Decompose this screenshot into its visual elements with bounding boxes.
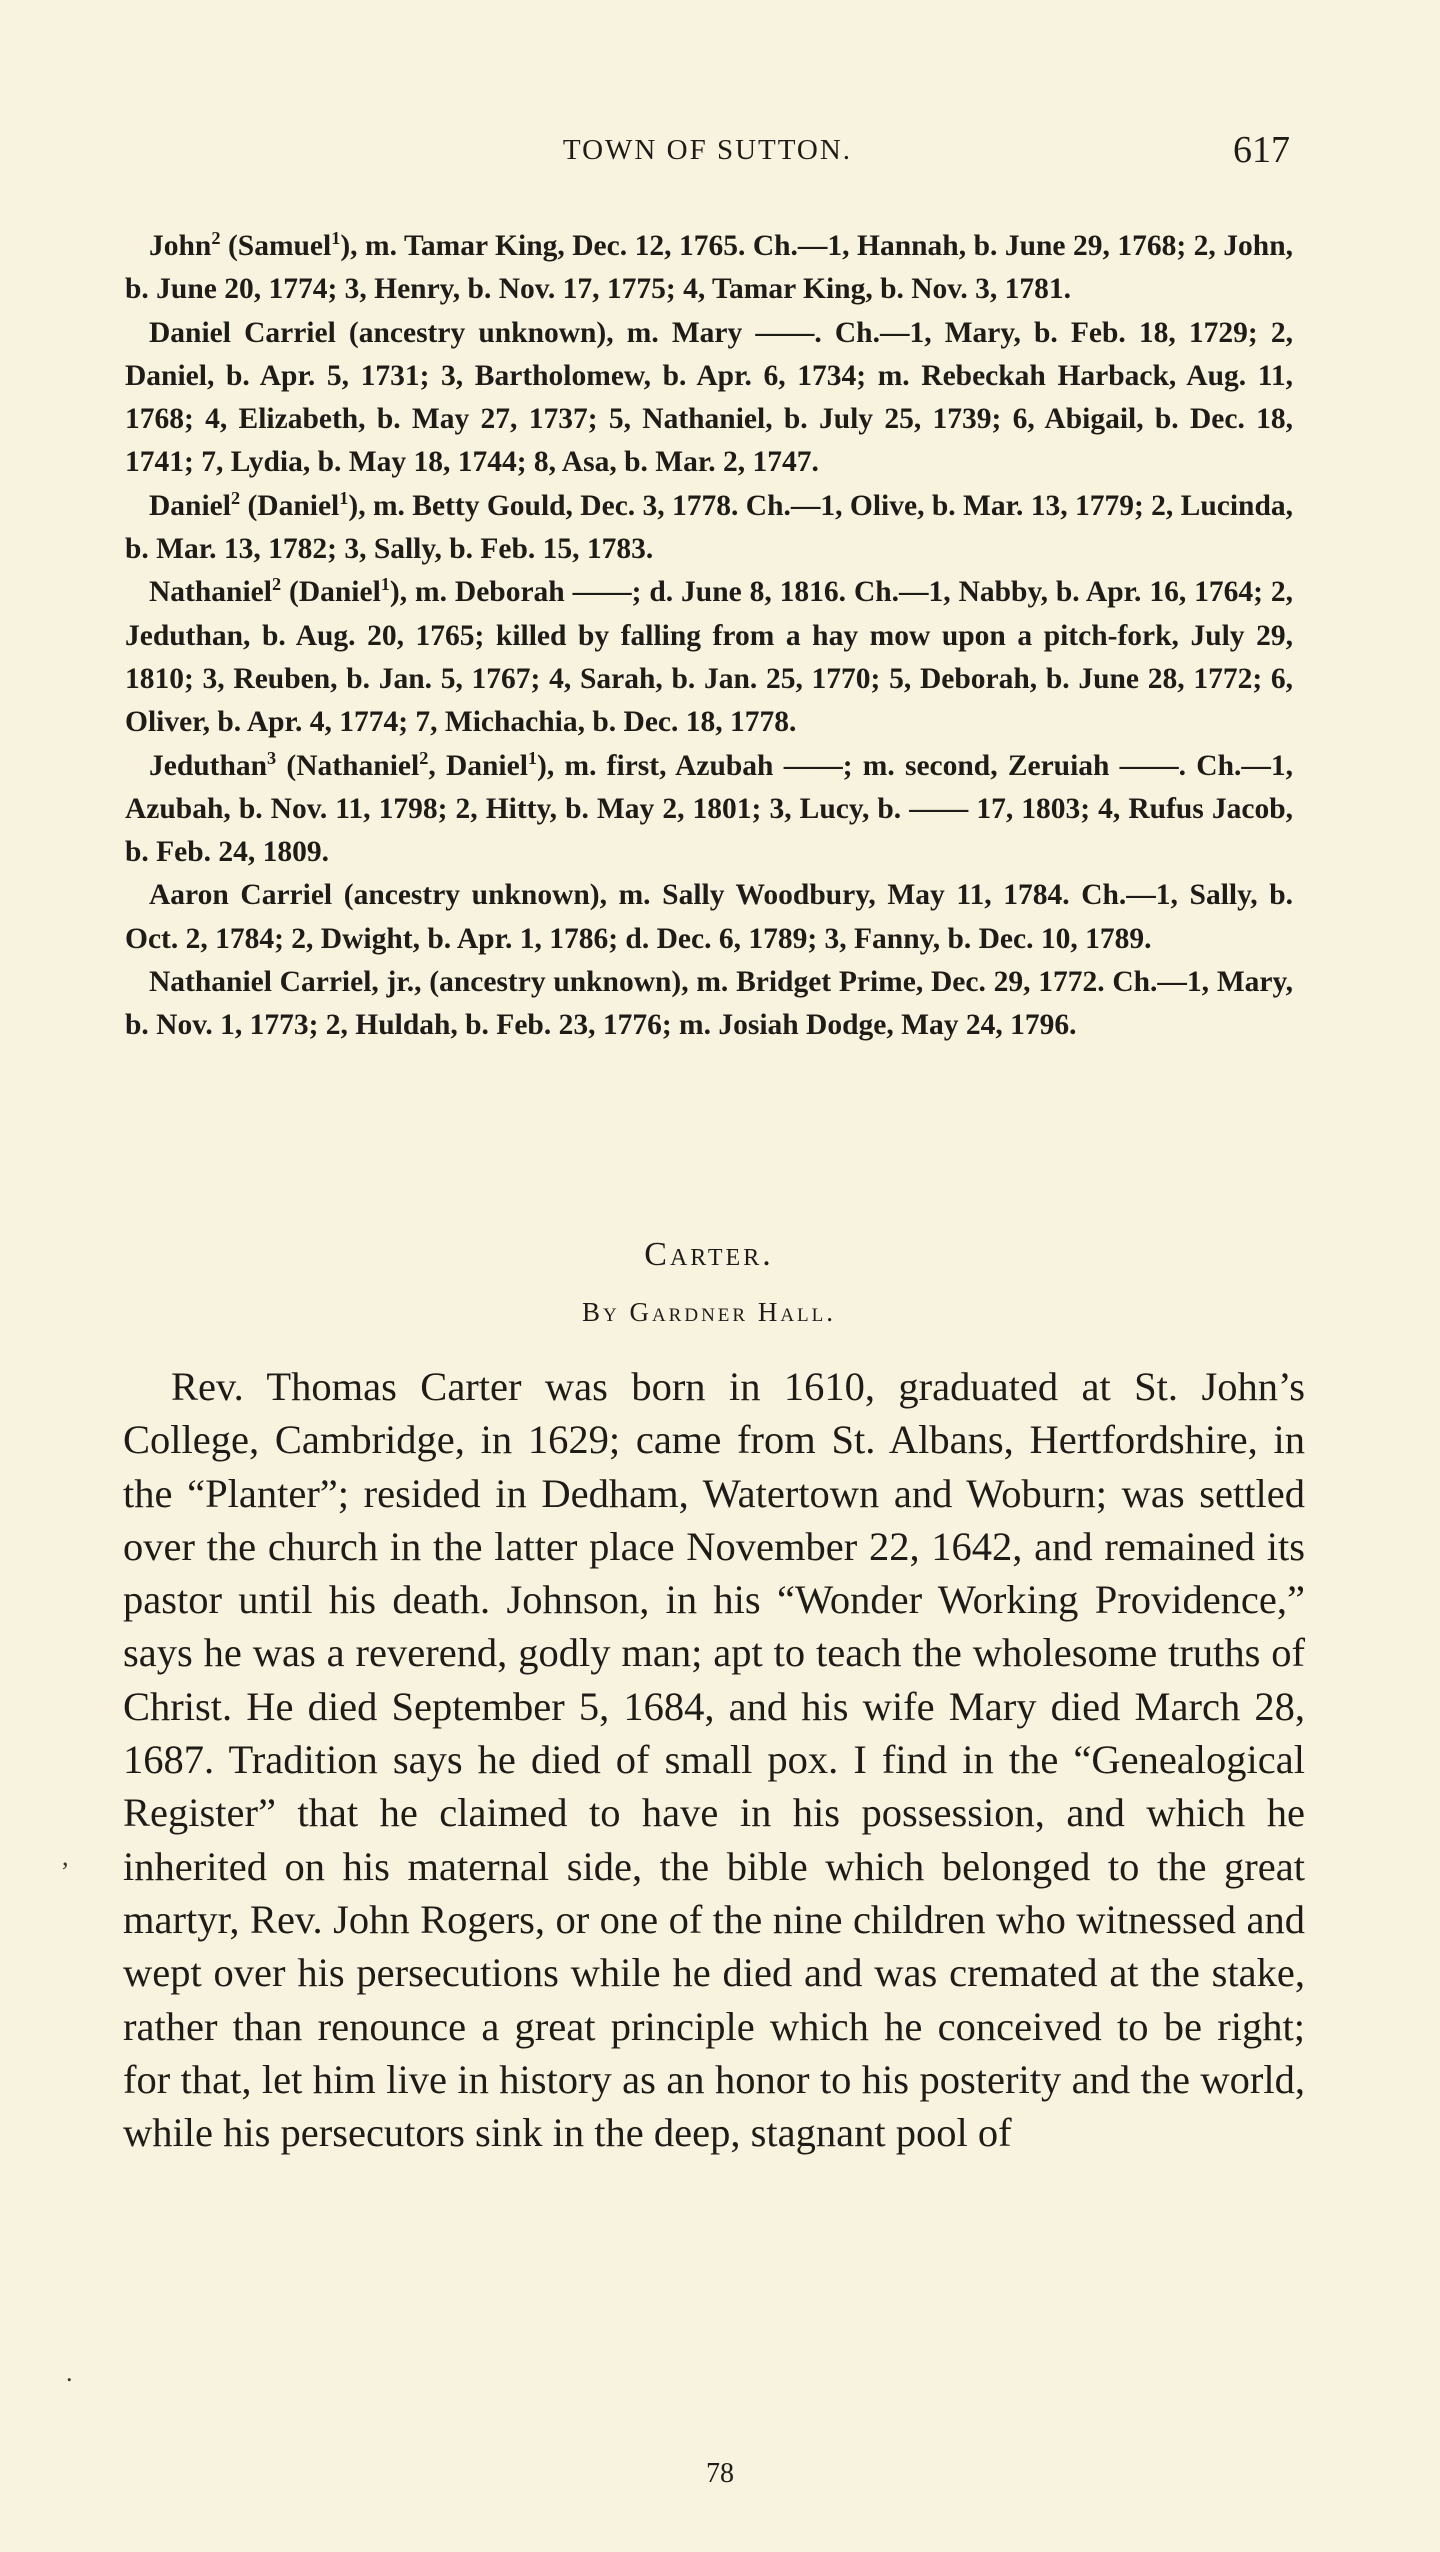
running-title: TOWN OF SUTTON. [562, 134, 853, 166]
running-head [125, 128, 1290, 178]
genealogy-text: (Nathaniel [276, 749, 420, 782]
section-heading: Carter. [644, 1236, 774, 1273]
page-number: 617 [1233, 129, 1290, 171]
genealogy-entry [125, 485, 1293, 572]
genealogy-text: (Daniel [240, 489, 340, 522]
genealogy-entry [125, 225, 1293, 312]
generation-superscript: 1 [380, 574, 390, 595]
genealogy-text: ), m. Deborah ——; d. June 8, 1816. Ch.—1, Nabby, b. Apr. 16, 1764; 2, Jeduthan, b. Aug. 20, 1765; killed by falling from a hay mow upon a pitch-fork, July 29, 1810; 3, Reuben, b. Jan. 5, 1767; 4, Sarah, b. Jan. 25, 1770; 5, Deborah, b. June 28, 1772; 6, Oliver, b. Apr. 4, 1774; 7, Michachia, b. Dec. 18, 1778. [125, 576, 1293, 739]
genealogy-text: ), m. first, Azubah ——; m. second, Zeruiah ——. Ch.—1, Azubah, b. Nov. 11, 1798; 2, Hitty, b. May 2, 1801; 3, Lucy, b. —— 17, 1803; 4, Rufus Jacob, b. Feb. 24, 1809. [125, 749, 1294, 869]
generation-superscript: 2 [211, 228, 221, 249]
genealogy-entry [125, 961, 1293, 1048]
genealogy-text: Daniel [149, 489, 231, 522]
generation-superscript: 1 [527, 747, 538, 768]
genealogy-entries [125, 225, 1293, 1048]
signature-mark: 78 [706, 2458, 734, 2489]
genealogy-text: Jeduthan [149, 749, 268, 782]
generation-superscript: 2 [419, 747, 429, 768]
genealogy-text: Daniel Carriel (ancestry unknown), m. Mary ——. Ch.—1, Mary, b. Feb. 18, 1729; 2, Daniel, b. Apr. 5, 1731; 3, Bartholomew, b. Apr. 6, 1734; m. Rebeckah Harback, Aug. 11, 1768; 4, Elizabeth, b. May 27, 1737; 5, Nathaniel, b. July 25, 1739; 6, Abigail, b. Dec. 18, 1741; 7, Lydia, b. May 18, 1744; 8, Asa, b. Mar. 2, 1747. [125, 316, 1293, 479]
genealogy-entry [125, 874, 1293, 961]
stray-comma-mark: , [62, 1842, 69, 1871]
genealogy-text: , Daniel [428, 749, 528, 782]
genealogy-text: ), m. Tamar King, Dec. 12, 1765. Ch.—1, Hannah, b. June 29, 1768; 2, John, b. June 20, 1774; 3, Henry, b. Nov. 17, 1775; 4, Tamar King, b. Nov. 3, 1781. [125, 230, 1293, 306]
genealogy-text: Nathaniel [149, 576, 272, 609]
article-paragraph: Rev. Thomas Carter was born in 1610, graduated at St. John’s College, Cambridge, in 1629; came from St. Albans, Hertfordshire, in the “Planter”; resided in Dedham, Watertown and Woburn; was settled over the church in the latter place November 22, 1642, and remained its pastor until his death. Johnson, in his “Wonder Working Providence,” says he was a reverend, godly man; apt to teach the wholesome truths of Christ. He died September 5, 1684, and his wife Mary died March 28, 1687. Tradition says he died of small pox. I find in the “Genealogical Register” that he claimed to have in his possession, and which he inherited on his maternal side, the bible which belonged to the great martyr, Rev. John Rogers, or one of the nine children who witnessed and wept over his persecutions while he died and was cremated at the stake, rather than renounce a great principle which he conceived to be right; for that, let him live in history as an honor to his posterity and the world, while his persecutors sink in the deep, stagnant pool of [123, 1364, 1305, 2156]
generation-superscript: 3 [267, 747, 277, 768]
genealogy-text: John [149, 230, 212, 262]
article-body [123, 1360, 1305, 2159]
stray-dot-mark: . [66, 2358, 73, 2387]
generation-superscript: 1 [339, 487, 349, 508]
genealogy-text: (Samuel [220, 230, 332, 262]
author-byline: By Gardner Hall. [581, 1297, 837, 1327]
genealogy-text: Aaron Carriel (ancestry unknown), m. Sally Woodbury, May 11, 1784. Ch.—1, Sally, b. Oct. 2, 1784; 2, Dwight, b. Apr. 1, 1786; d. Dec. 6, 1789; 3, Fanny, b. Dec. 10, 1789. [125, 879, 1293, 955]
genealogy-entry [125, 312, 1293, 485]
genealogy-entry [125, 571, 1293, 744]
generation-superscript: 1 [331, 228, 341, 249]
genealogy-entry [125, 745, 1293, 875]
genealogy-text: (Daniel [281, 576, 381, 609]
genealogy-text: ), m. Betty Gould, Dec. 3, 1778. Ch.—1, Olive, b. Mar. 13, 1779; 2, Lucinda, b. Mar. 13, 1782; 3, Sally, b. Feb. 15, 1783. [125, 489, 1293, 566]
generation-superscript: 2 [230, 487, 241, 508]
generation-superscript: 2 [271, 574, 282, 595]
genealogy-text: Nathaniel Carriel, jr., (ancestry unknown), m. Bridget Prime, Dec. 29, 1772. Ch.—1, Mary, b. Nov. 1, 1773; 2, Huldah, b. Feb. 23, 1776; m. Josiah Dodge, May 24, 1796. [125, 966, 1293, 1042]
